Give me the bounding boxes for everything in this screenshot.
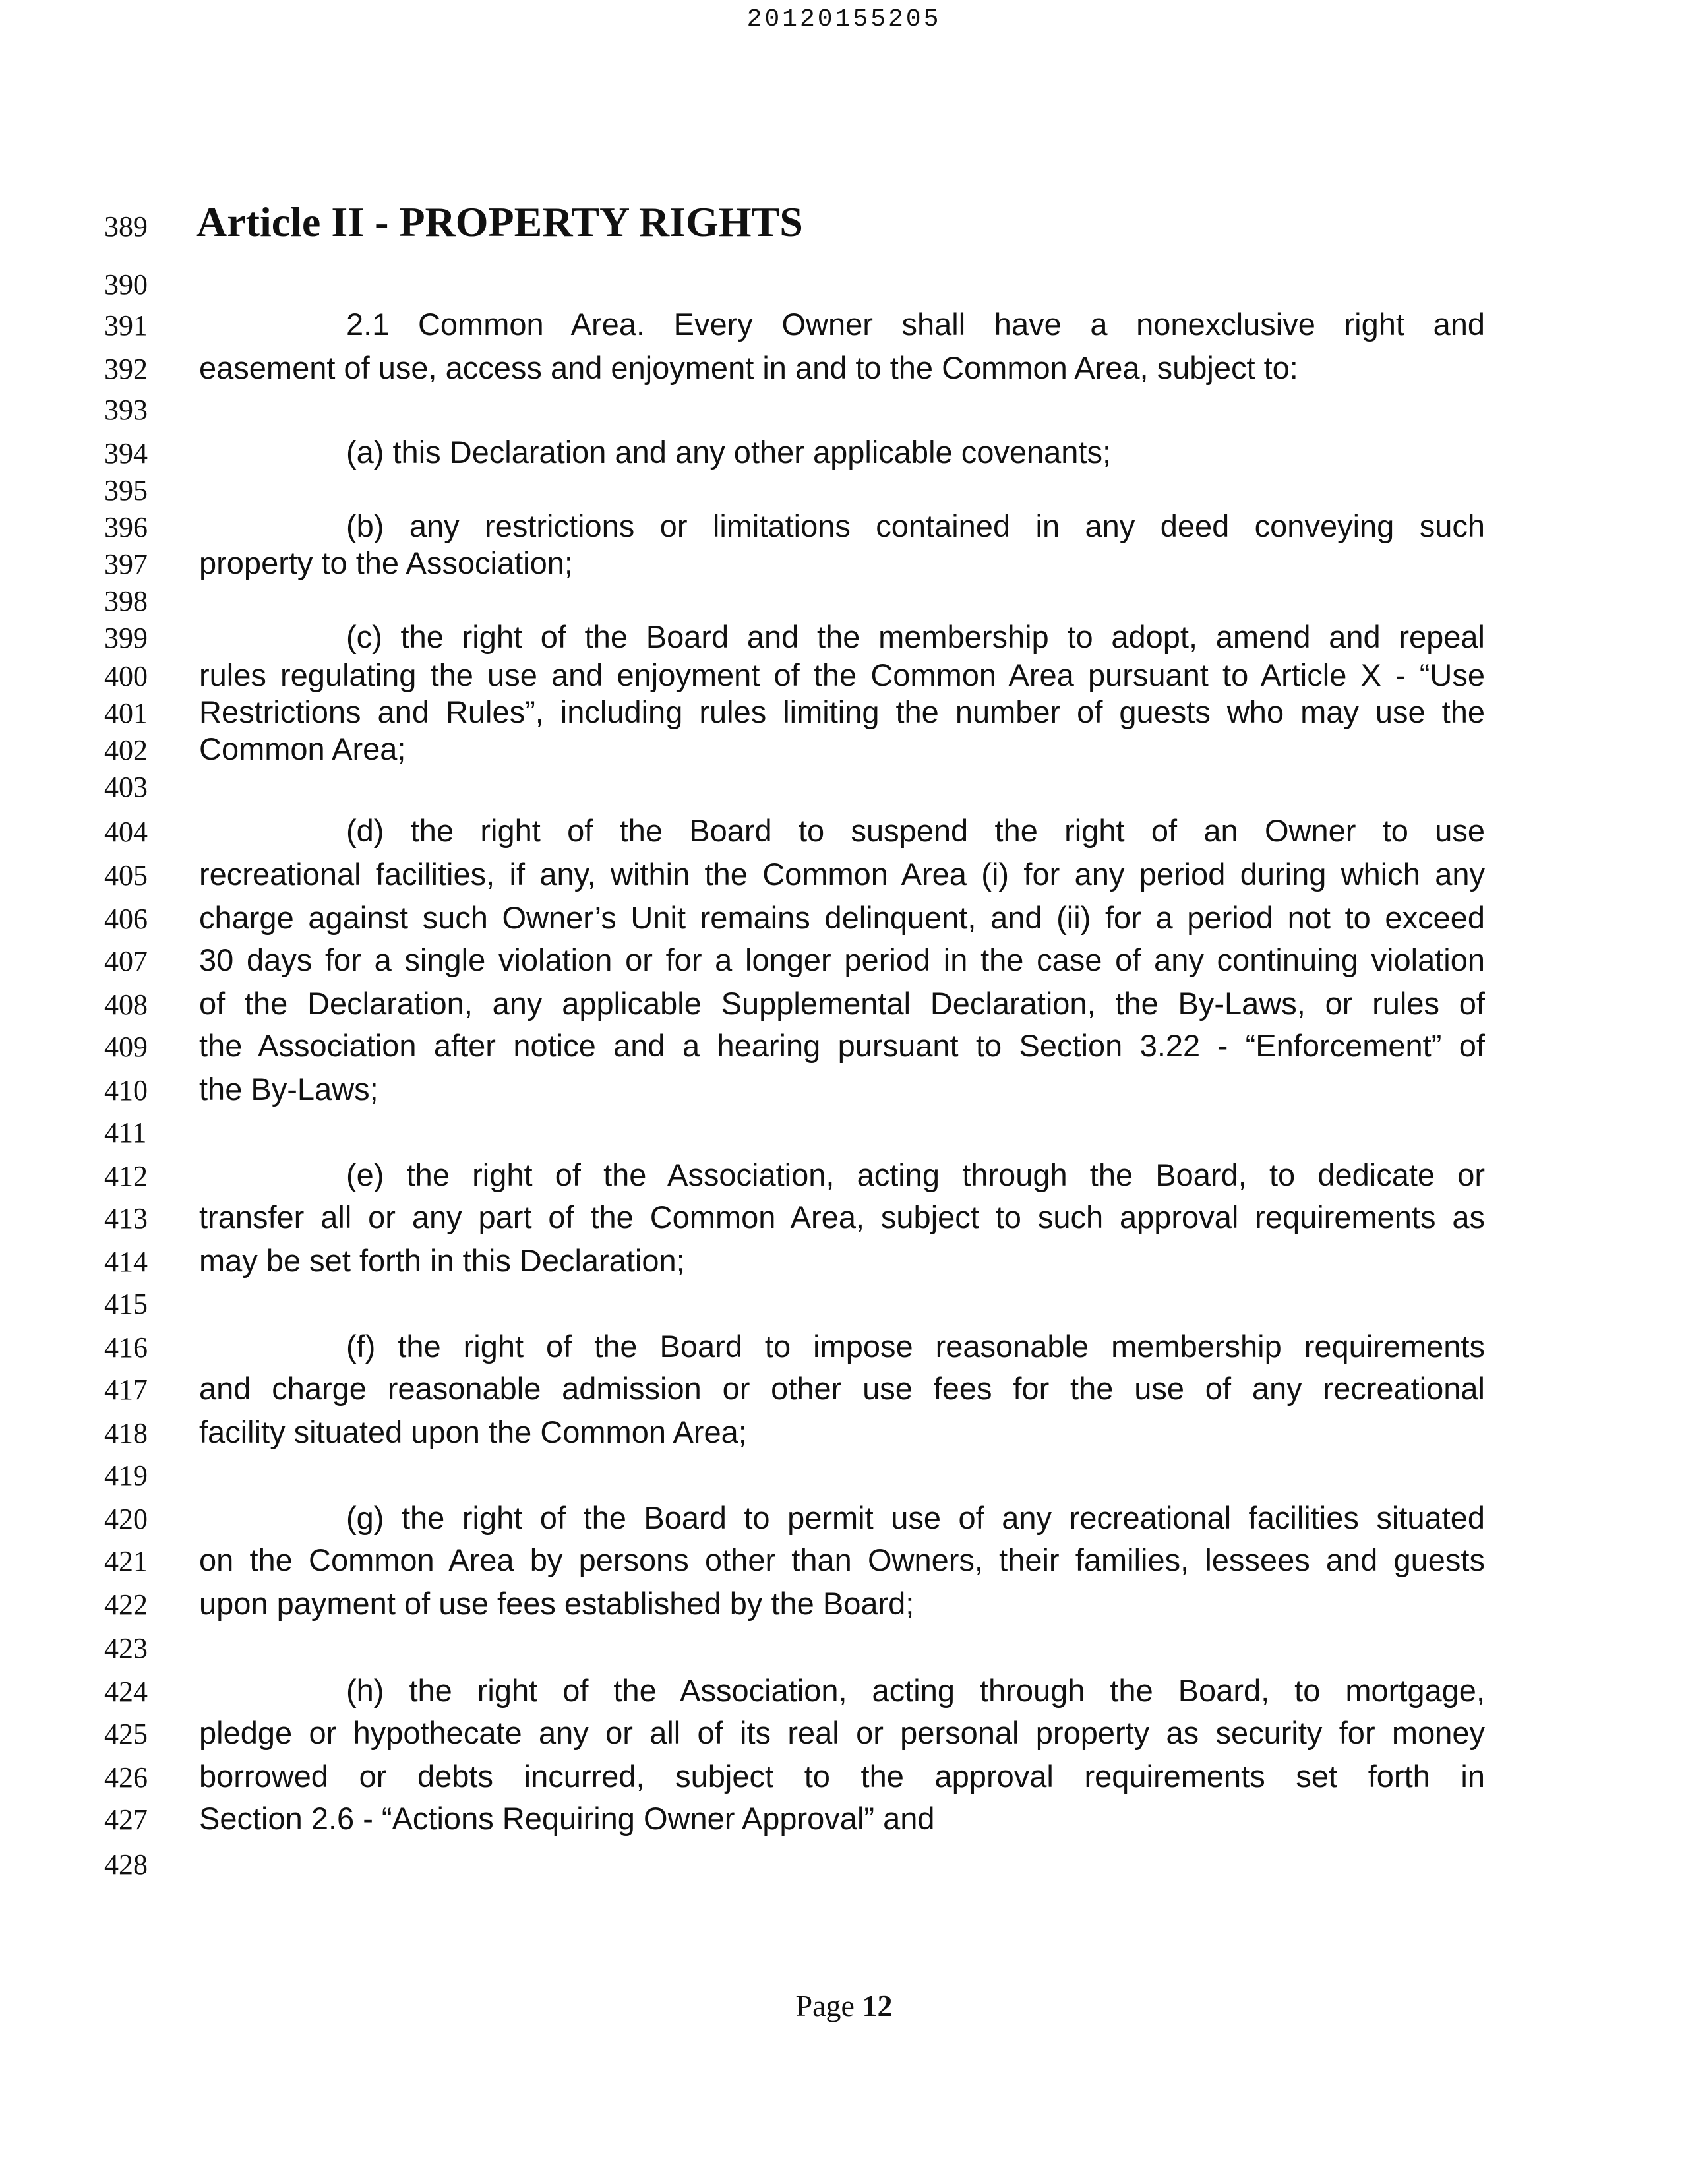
page-label: Page: [795, 1989, 855, 2022]
text-line: (c) the right of the Board and the membership to adopt, amend and repeal: [346, 619, 1485, 654]
line-number: 399: [104, 622, 148, 654]
line-number: 407: [104, 945, 148, 977]
text-line: rules regulating the use and enjoyment of the Common Area pursuant to Article X - “Use: [199, 657, 1485, 692]
line-number: 417: [104, 1374, 148, 1406]
line-number: 415: [104, 1288, 148, 1320]
line-number: 406: [104, 903, 148, 935]
line-number: 408: [104, 988, 148, 1021]
line-number: 423: [104, 1632, 148, 1664]
text-line: property to the Association;: [199, 545, 573, 580]
line-number: 427: [104, 1804, 148, 1836]
line-number: 422: [104, 1589, 148, 1621]
line-number: 424: [104, 1676, 148, 1708]
text-line: (a) this Declaration and any other applicable covenants;: [346, 435, 1112, 470]
line-number: 401: [104, 697, 148, 729]
text-line: (d) the right of the Board to suspend the right of an Owner to use: [346, 813, 1485, 848]
line-number: 418: [104, 1417, 148, 1449]
line-number: 397: [104, 548, 148, 580]
text-line: easement of use, access and enjoyment in and to the Common Area, subject to:: [199, 350, 1298, 385]
line-number: 394: [104, 437, 148, 470]
text-line: 30 days for a single violation or for a longer period in the case of any continuing violation: [199, 942, 1485, 977]
text-line: (b) any restrictions or limitations contained in any deed conveying such: [346, 508, 1485, 543]
line-number: 416: [104, 1331, 148, 1364]
text-line: Common Area;: [199, 731, 406, 766]
text-line: (f) the right of the Board to impose reasonable membership requirements: [346, 1329, 1485, 1364]
text-line: recreational facilities, if any, within the Common Area (i) for any period during which any: [199, 857, 1485, 892]
text-line: Restrictions and Rules”, including rules limiting the number of guests who may use the: [199, 694, 1485, 729]
line-number: 428: [104, 1848, 148, 1881]
line-number: 426: [104, 1761, 148, 1794]
line-number: 392: [104, 353, 148, 385]
line-number: 414: [104, 1246, 148, 1278]
text-line: pledge or hypothecate any or all of its real or personal property as security for money: [199, 1715, 1485, 1750]
line-number: 405: [104, 859, 148, 892]
text-line: of the Declaration, any applicable Supplemental Declaration, the By-Laws, or rules of: [199, 986, 1485, 1021]
line-number: 402: [104, 734, 148, 766]
page-footer: [0, 1988, 1688, 2023]
line-number: 425: [104, 1718, 148, 1750]
text-line: (h) the right of the Association, acting through the Board, to mortgage,: [346, 1673, 1485, 1708]
line-number: 400: [104, 660, 148, 692]
line-number: 398: [104, 585, 148, 617]
text-line: the By-Laws;: [199, 1072, 378, 1107]
text-line: (e) the right of the Association, acting through the Board, to dedicate or: [346, 1157, 1485, 1192]
line-number: 403: [104, 771, 148, 803]
text-line: (g) the right of the Board to permit use of any recreational facilities situated: [346, 1500, 1485, 1535]
text-line: on the Common Area by persons other than Owners, their families, lessees and guests: [199, 1542, 1485, 1577]
text-line: Section 2.6 - “Actions Requiring Owner Approval” and: [199, 1801, 935, 1836]
page-number: 12: [862, 1989, 893, 2022]
line-number: 413: [104, 1202, 148, 1234]
line-number: 389: [104, 210, 148, 243]
line-number: 419: [104, 1459, 148, 1492]
line-number: 411: [104, 1116, 147, 1149]
document-number: 20120155205: [746, 5, 942, 34]
line-number: 421: [104, 1545, 148, 1577]
line-number: 409: [104, 1031, 148, 1063]
line-number: 395: [104, 474, 148, 506]
text-line: 2.1 Common Area. Every Owner shall have a nonexclusive right and: [346, 307, 1485, 342]
line-number: 396: [104, 511, 148, 543]
line-number: 412: [104, 1160, 148, 1192]
line-number: 391: [104, 309, 148, 342]
line-number: 420: [104, 1503, 148, 1535]
line-number: 410: [104, 1074, 148, 1107]
text-line: charge against such Owner’s Unit remains delinquent, and (ii) for a period not to exceed: [199, 900, 1485, 935]
text-line: the Association after notice and a hearing pursuant to Section 3.22 - “Enforcement” of: [199, 1028, 1485, 1063]
text-line: facility situated upon the Common Area;: [199, 1414, 747, 1449]
text-line: may be set forth in this Declaration;: [199, 1243, 685, 1278]
text-line: upon payment of use fees established by the Board;: [199, 1586, 915, 1621]
line-number: 393: [104, 394, 148, 426]
line-number: 404: [104, 816, 148, 848]
article-title: Article II - PROPERTY RIGHTS: [196, 198, 803, 245]
line-number: 390: [104, 268, 148, 301]
text-line: and charge reasonable admission or other use fees for the use of any recreational: [199, 1371, 1485, 1406]
text-line: transfer all or any part of the Common Area, subject to such approval requirements as: [199, 1199, 1485, 1234]
text-line: borrowed or debts incurred, subject to the approval requirements set forth in: [199, 1759, 1485, 1794]
